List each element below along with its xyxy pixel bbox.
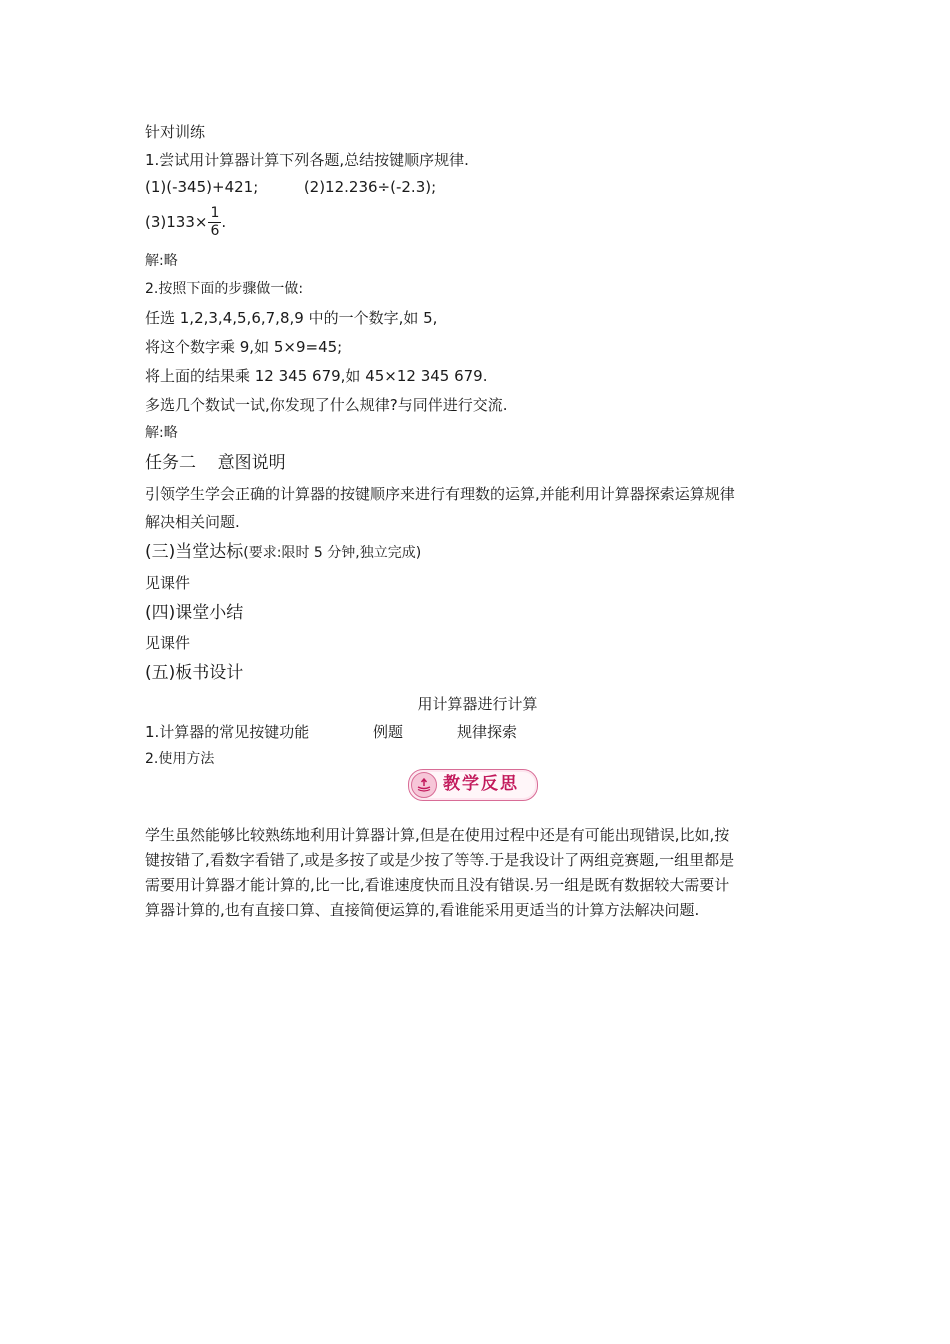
board-title: 用计算器进行计算 bbox=[417, 695, 538, 713]
question-1-parts bbox=[145, 177, 436, 197]
section-5-heading: (五)板书设计 bbox=[145, 663, 244, 683]
answer-1: 解:略 bbox=[145, 253, 178, 269]
board-row-1 bbox=[145, 722, 517, 742]
task-2-text-line-2: 解决相关问题. bbox=[145, 513, 240, 531]
question-1-part-b: (2)12.236÷(-2.3); bbox=[303, 178, 437, 196]
reflection-badge-label: 教学反思 bbox=[443, 774, 519, 794]
reflection-line-2: 键按错了,看数字看错了,或是多按了或是少按了等等.于是我设计了两组竞赛题,一组里都是 bbox=[145, 851, 735, 869]
practice-title: 针对训练 bbox=[145, 123, 206, 141]
teaching-reflection-banner bbox=[145, 769, 810, 801]
reflection-paragraph bbox=[145, 823, 805, 923]
reflection-line-3: 需要用计算器才能计算的,比一比,看谁速度快而且没有错误.另一组是既有数据较大需要计 bbox=[145, 876, 730, 894]
section-3-heading: (三)当堂达标 bbox=[145, 542, 244, 562]
question-1-intro: 1.尝试用计算器计算下列各题,总结按键顺序规律. bbox=[145, 151, 469, 169]
task-2-heading: 任务二 意图说明 bbox=[145, 453, 286, 473]
reflection-line-4: 算器计算的,也有直接口算、直接简便运算的,看谁能采用更适当的计算方法解决问题. bbox=[145, 901, 700, 919]
question-1-part-a: (1)(-345)+421; bbox=[145, 178, 259, 196]
section-4-heading: (四)课堂小结 bbox=[145, 603, 244, 623]
question-2-step-1: 任选 1,2,3,4,5,6,7,8,9 中的一个数字,如 5, bbox=[145, 309, 438, 327]
section-4-body: 见课件 bbox=[145, 634, 191, 652]
board-column-examples: 例题 bbox=[373, 723, 404, 741]
reflection-badge bbox=[408, 769, 538, 801]
answer-2: 解:略 bbox=[145, 425, 178, 441]
section-3-body: 见课件 bbox=[145, 574, 191, 592]
book-icon bbox=[411, 772, 437, 798]
question-2-intro: 2.按照下面的步骤做一做: bbox=[145, 281, 304, 297]
fraction-one-sixth: $\frac{1}{6}$ bbox=[210, 205, 220, 239]
question-1-part-c: (3)133× $\frac{1}{6}$ . bbox=[145, 205, 227, 239]
reflection-line-1: 学生虽然能够比较熟练地利用计算器计算,但是在使用过程中还是有可能出现错误,比如,按 bbox=[145, 826, 730, 844]
board-item-2: 2.使用方法 bbox=[145, 751, 215, 767]
section-3-heading-row bbox=[145, 541, 421, 563]
board-column-rules: 规律探索 bbox=[457, 723, 518, 741]
question-2-step-2: 将这个数字乘 9,如 5×9=45; bbox=[145, 338, 343, 356]
task-2-text-line-1: 引领学生学会正确的计算器的按键顺序来进行有理数的运算,并能利用计算器探索运算规律 bbox=[145, 485, 735, 503]
question-2-step-4: 多选几个数试一试,你发现了什么规律?与同伴进行交流. bbox=[145, 396, 508, 414]
section-3-note: (要求:限时 5 分钟,独立完成) bbox=[243, 545, 422, 561]
board-item-1: 1.计算器的常见按键功能 bbox=[145, 723, 310, 741]
question-2-step-3: 将上面的结果乘 12 345 679,如 45×12 345 679. bbox=[145, 367, 488, 385]
